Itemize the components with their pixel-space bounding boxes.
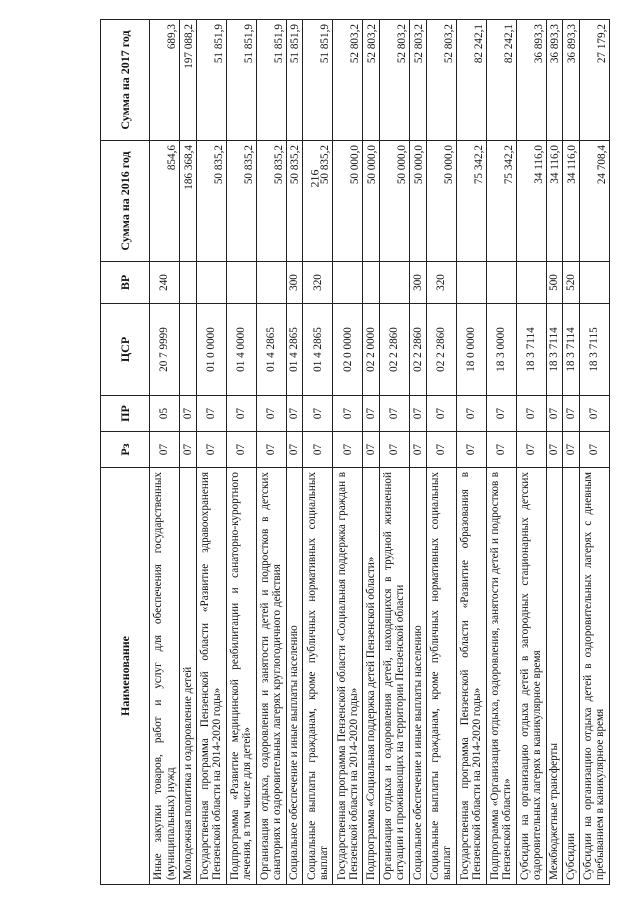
table-row (196, 20, 226, 885)
cell-name: Субсидии на организацию отдыха детей в оздоровительных лагерях с дневным пребыванием в каникулярное время (579, 468, 609, 885)
cell-vr (256, 262, 286, 304)
cell-sum-2016: 34 116,0 (516, 141, 546, 262)
cell-pr: 07 (563, 396, 580, 432)
table-row (486, 20, 516, 885)
cell-pr: 07 (286, 396, 303, 432)
cell-sum-2016: 75 342,2 (456, 141, 486, 262)
cell-vr (363, 262, 380, 304)
cell-name: Субсидии на организацию отдыха детей в загородных стационарных детских оздоровительных лагерях в каникулярное время (516, 468, 546, 885)
table-row (546, 20, 563, 885)
cell-sum-2017: 51 851,9 (256, 20, 286, 141)
table-row (456, 20, 486, 885)
cell-name: Государственная программа Пензенской области «Развитие образования в Пензенской области на 2014-2020 годы» (456, 468, 486, 885)
cell-sum-2017: 52 803,2 (333, 20, 363, 141)
cell-sum-2016: 50 835,2 (256, 141, 286, 262)
cell-name: Субсидии (563, 468, 580, 885)
table-row (303, 20, 333, 885)
cell-vr (456, 262, 486, 304)
cell-sum-2017: 52 803,2 (379, 20, 409, 141)
cell-sum-2016: 854,6 (150, 141, 180, 262)
cell-sum-2017: 36 893,3 (546, 20, 563, 141)
cell-sum-2016: 75 342,2 (486, 141, 516, 262)
cell-sum-2016: 50 835,2 (226, 141, 256, 262)
header-csr: ЦСР (101, 304, 150, 396)
cell-pr: 07 (226, 396, 256, 432)
cell-csr: 01 4 0000 (226, 304, 256, 396)
cell-pr: 07 (303, 396, 333, 432)
cell-rz: 07 (196, 432, 226, 468)
header-name: Наименование (101, 468, 150, 885)
cell-name: Социальные выплаты гражданам, кроме публичных нормативных социальных выплат (426, 468, 456, 885)
cell-sum-2017: 689,3 (150, 20, 180, 141)
cell-sum-2017: 52 803,2 (363, 20, 380, 141)
cell-pr: 07 (333, 396, 363, 432)
cell-sum-2016: 50 000,0 (333, 141, 363, 262)
cell-sum-2016: 50 835,2 (196, 141, 226, 262)
cell-name: Организация отдыха и оздоровления детей, находящихся в трудной жизненной ситуации и проживающих на территории Пензенской области (379, 468, 409, 885)
table-row (150, 20, 180, 885)
cell-rz: 07 (363, 432, 380, 468)
cell-rz: 07 (333, 432, 363, 468)
cell-rz: 07 (456, 432, 486, 468)
cell-name: Иные закупки товаров, работ и услуг для обеспечения государственных (муниципальных) нужд (150, 468, 180, 885)
table-row (226, 20, 256, 885)
table-row (180, 20, 197, 885)
cell-csr: 02 2 2860 (426, 304, 456, 396)
cell-sum-2017: 36 893,3 (516, 20, 546, 141)
cell-rz: 07 (303, 432, 333, 468)
cell-rz: 07 (486, 432, 516, 468)
header-sum-2017: Сумма на 2017 год (101, 20, 150, 141)
cell-name: Организация отдыха, оздоровления и занятости детей и подростков в детских санаториях и оздоровительных лагерях круглогодичного действия (256, 468, 286, 885)
cell-sum-2017: 51 851,9 (286, 20, 303, 141)
cell-csr: 01 4 2865 (286, 304, 303, 396)
cell-csr: 02 2 2860 (409, 304, 426, 396)
cell-rz: 07 (256, 432, 286, 468)
cell-rz: 07 (579, 432, 609, 468)
cell-rz: 07 (226, 432, 256, 468)
cell-csr: 01 4 2865 (303, 304, 333, 396)
cell-rz: 07 (409, 432, 426, 468)
cell-sum-2017: 197 088,2 (180, 20, 197, 141)
cell-pr: 07 (456, 396, 486, 432)
cell-name: Социальные выплаты гражданам, кроме публичных нормативных социальных выплат (303, 468, 333, 885)
cell-sum-2016: 50 835,2 (286, 141, 303, 262)
cell-vr: 240 (150, 262, 180, 304)
cell-csr: 18 3 7114 (546, 304, 563, 396)
cell-csr: 01 4 2865 (256, 304, 286, 396)
cell-pr: 07 (579, 396, 609, 432)
cell-vr (180, 262, 197, 304)
cell-vr (226, 262, 256, 304)
cell-vr (196, 262, 226, 304)
table-header-row (101, 20, 150, 885)
cell-name: Подпрограмма «Развитие медицинской реабилитации и санаторно-курортного лечения, в том числе для детей» (226, 468, 256, 885)
cell-csr: 18 3 0000 (486, 304, 516, 396)
cell-name: Государственная программа Пензенской области «Развитие здравоохранения Пензенской области на 2014-2020 годы» (196, 468, 226, 885)
table-row (426, 20, 456, 885)
table-row (379, 20, 409, 885)
rotated-page (100, 20, 610, 885)
cell-sum-2017: 27 179,2 (579, 20, 609, 141)
cell-rz: 07 (150, 432, 180, 468)
cell-csr: 18 3 7115 (579, 304, 609, 396)
cell-pr: 07 (379, 396, 409, 432)
cell-sum-2017: 51 851,9 (303, 20, 333, 141)
cell-rz: 07 (426, 432, 456, 468)
header-pr: ПР (101, 396, 150, 432)
cell-csr: 02 0 0000 (333, 304, 363, 396)
cell-vr: 500 (546, 262, 563, 304)
cell-rz: 07 (546, 432, 563, 468)
cell-pr: 07 (426, 396, 456, 432)
cell-vr: 320 (303, 262, 333, 304)
cell-name: Социальное обеспечение и иные выплаты населению (286, 468, 303, 885)
cell-csr: 20 7 9999 (150, 304, 180, 396)
cell-pr: 07 (516, 396, 546, 432)
cell-sum-2016: 50 000,0 (363, 141, 380, 262)
cell-name: Молодежная политика и оздоровление детей (180, 468, 197, 885)
table-row (579, 20, 609, 885)
header-vr: ВР (101, 262, 150, 304)
cell-name: Социальное обеспечение и иные выплаты населению (409, 468, 426, 885)
cell-vr (379, 262, 409, 304)
cell-csr (180, 304, 197, 396)
cell-csr: 18 3 7114 (563, 304, 580, 396)
cell-sum-2017: 82 242,1 (486, 20, 516, 141)
cell-csr: 18 0 0000 (456, 304, 486, 396)
cell-pr: 07 (486, 396, 516, 432)
cell-pr: 07 (180, 396, 197, 432)
cell-name: Межбюджетные трансферты (546, 468, 563, 885)
cell-vr (333, 262, 363, 304)
cell-sum-2016: 50 000,0 (379, 141, 409, 262)
cell-vr: 300 (286, 262, 303, 304)
cell-sum-2016: 24 708,4 (579, 141, 609, 262)
cell-vr: 520 (563, 262, 580, 304)
cell-sum-2017: 36 893,3 (563, 20, 580, 141)
cell-pr: 07 (363, 396, 380, 432)
cell-sum-2017: 52 803,2 (409, 20, 426, 141)
cell-sum-2016: 50 835,2 (303, 141, 333, 262)
cell-rz: 07 (516, 432, 546, 468)
page-number: 216 (307, 169, 322, 188)
cell-pr: 07 (546, 396, 563, 432)
cell-vr: 320 (426, 262, 456, 304)
cell-name: Подпрограмма «Организация отдыха, оздоровления, занятости детей и подростков в Пензенской области» (486, 468, 516, 885)
cell-csr: 02 2 2860 (379, 304, 409, 396)
table-body (150, 20, 610, 885)
cell-vr (516, 262, 546, 304)
cell-name: Государственная программа Пензенской области «Социальная поддержка граждан в Пензенской области на 2014-2020 годы» (333, 468, 363, 885)
cell-sum-2017: 51 851,9 (226, 20, 256, 141)
header-rz: Рз (101, 432, 150, 468)
cell-sum-2016: 186 368,4 (180, 141, 197, 262)
cell-name: Подпрограмма «Социальная поддержка детей Пензенской области» (363, 468, 380, 885)
table-row (333, 20, 363, 885)
cell-sum-2016: 50 000,0 (426, 141, 456, 262)
cell-sum-2017: 52 803,2 (426, 20, 456, 141)
cell-pr: 07 (256, 396, 286, 432)
header-sum-2016: Сумма на 2016 год (101, 141, 150, 262)
cell-csr: 18 3 7114 (516, 304, 546, 396)
cell-csr: 01 0 0000 (196, 304, 226, 396)
cell-vr (579, 262, 609, 304)
cell-pr: 05 (150, 396, 180, 432)
cell-sum-2016: 34 116,0 (546, 141, 563, 262)
cell-vr: 300 (409, 262, 426, 304)
table-row (256, 20, 286, 885)
cell-vr (486, 262, 516, 304)
cell-rz: 07 (563, 432, 580, 468)
table-row (409, 20, 426, 885)
table-row (563, 20, 580, 885)
budget-table (100, 19, 610, 885)
table-row (516, 20, 546, 885)
cell-pr: 07 (409, 396, 426, 432)
cell-sum-2017: 51 851,9 (196, 20, 226, 141)
cell-rz: 07 (286, 432, 303, 468)
rotated-table-container (100, 20, 610, 885)
cell-sum-2016: 34 116,0 (563, 141, 580, 262)
cell-pr: 07 (196, 396, 226, 432)
table-row (286, 20, 303, 885)
table-row (363, 20, 380, 885)
cell-csr: 02 2 0000 (363, 304, 380, 396)
cell-rz: 07 (379, 432, 409, 468)
cell-sum-2016: 50 000,0 (409, 141, 426, 262)
cell-sum-2017: 82 242,1 (456, 20, 486, 141)
cell-rz: 07 (180, 432, 197, 468)
